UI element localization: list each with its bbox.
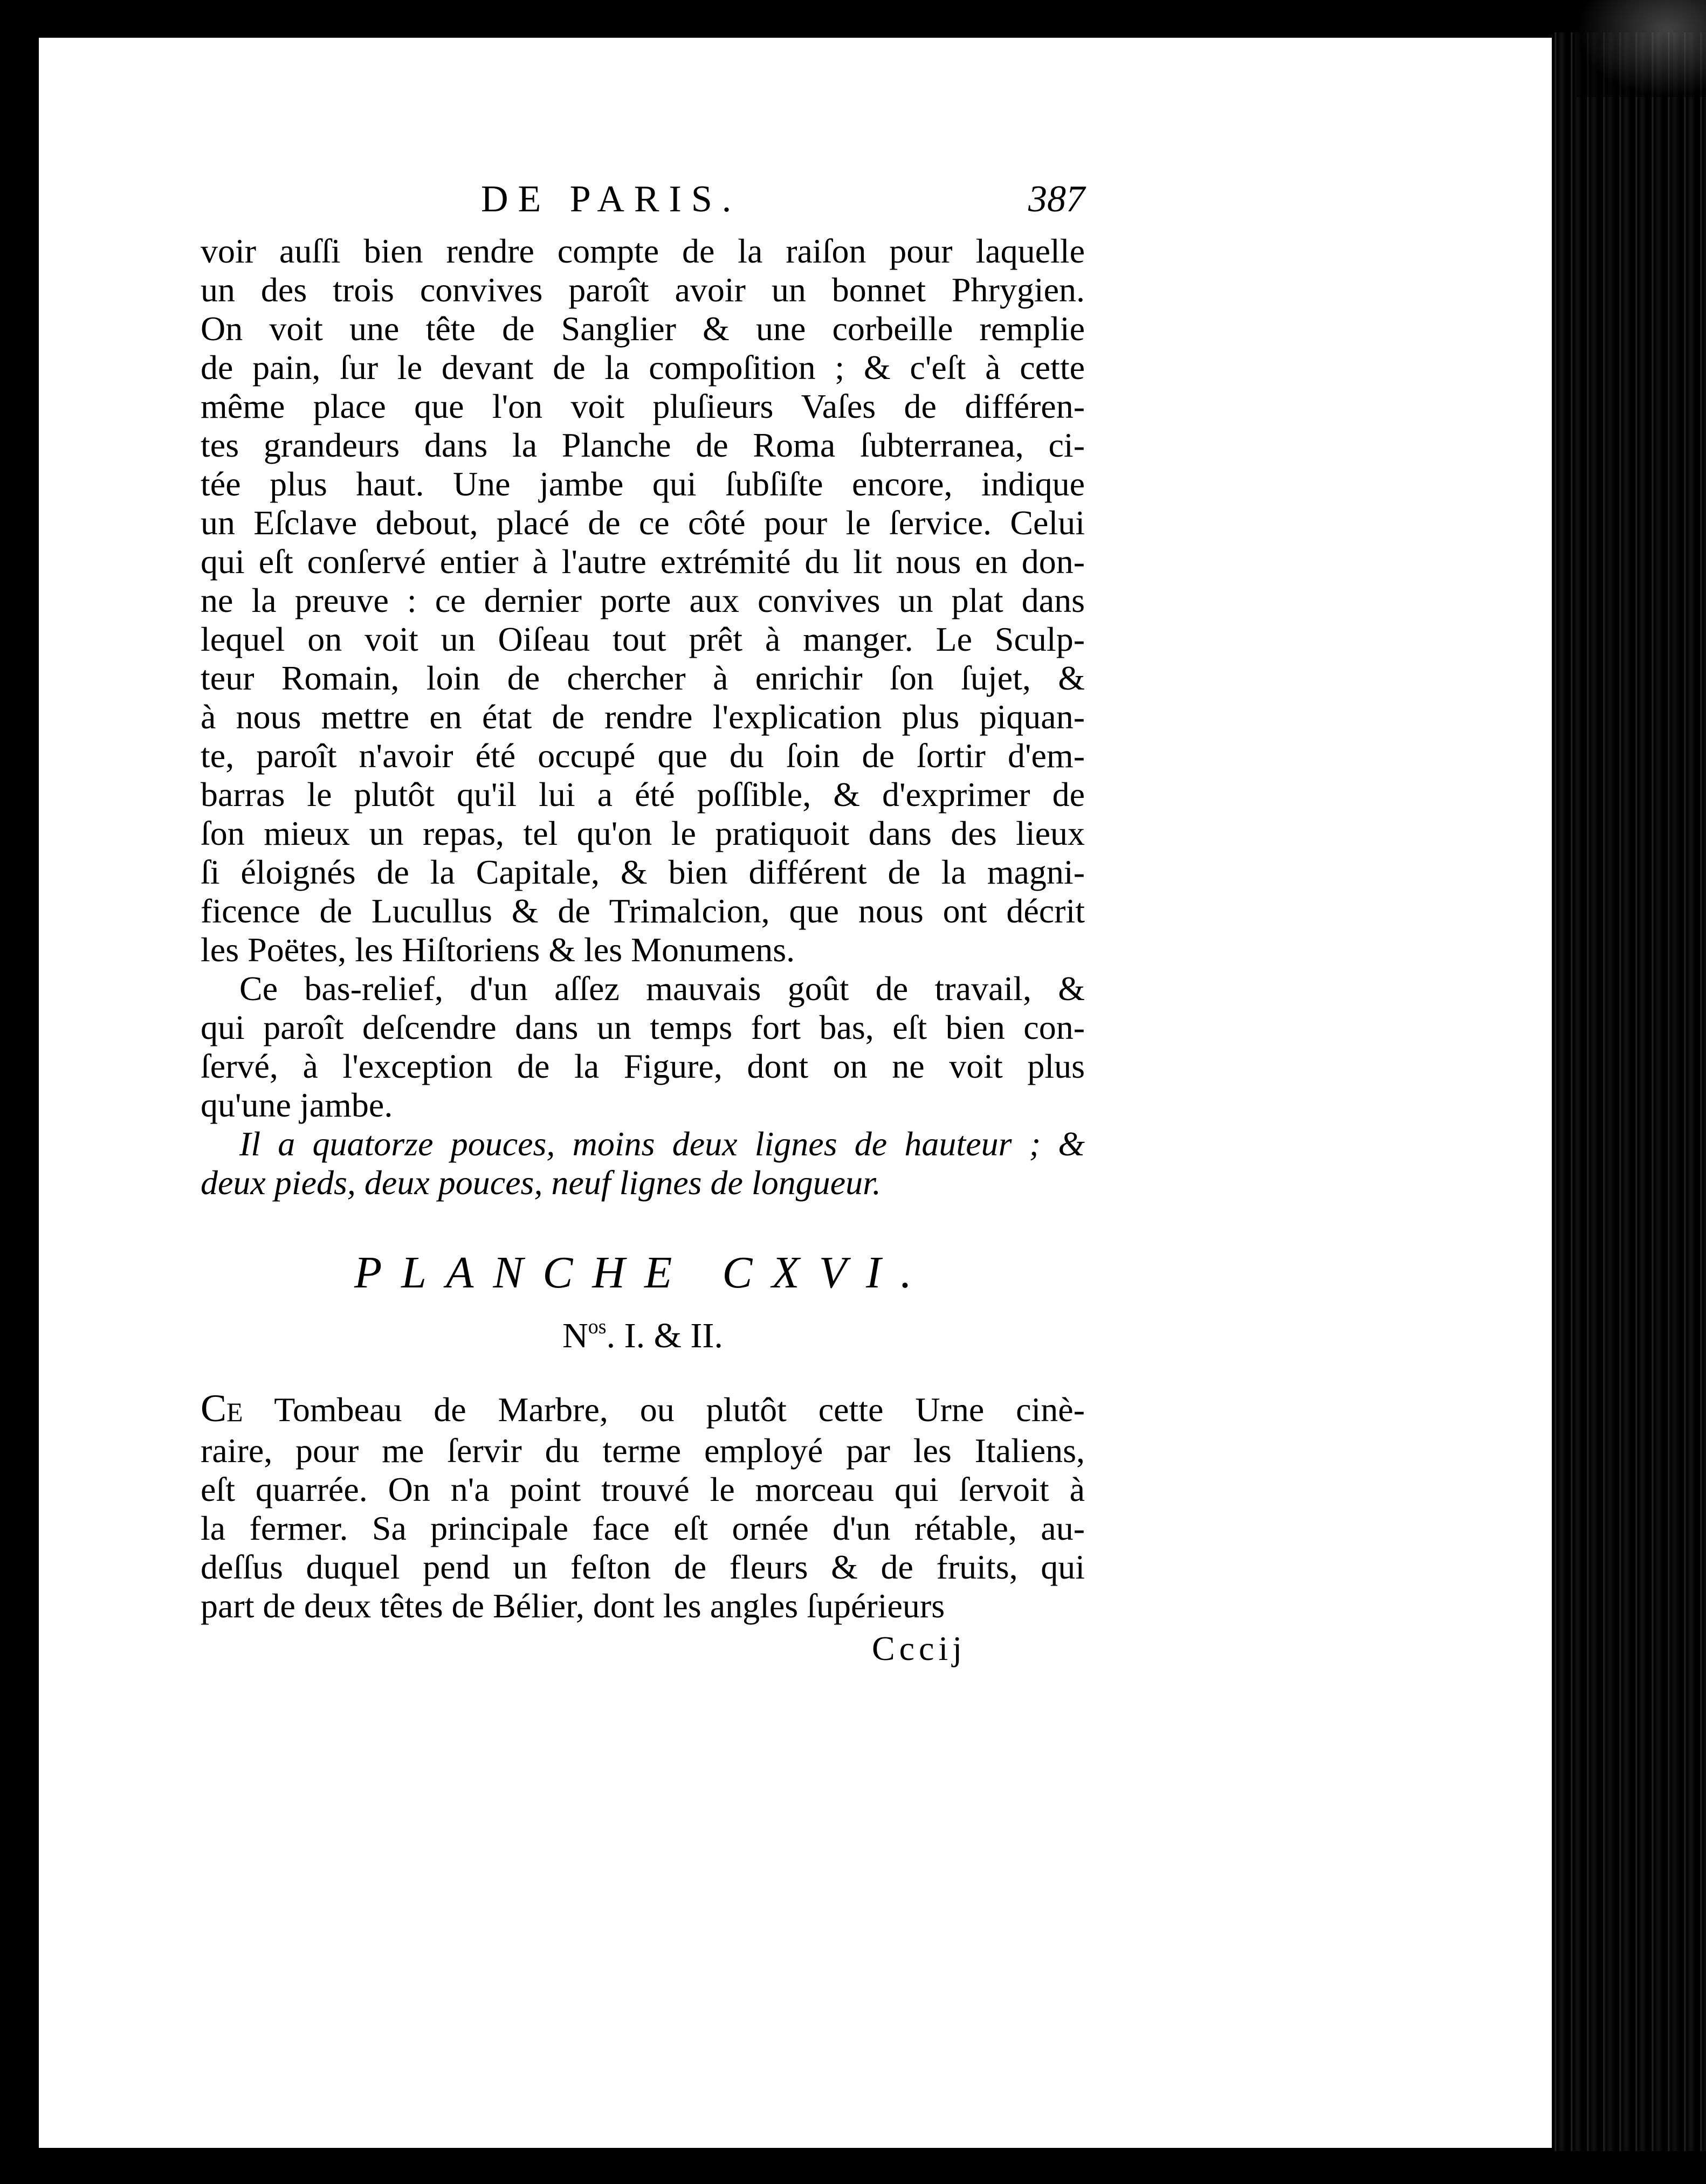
running-head	[201, 178, 1085, 232]
p1-line: les Poëtes, les Hiſtoriens & les Monumens.	[201, 931, 795, 969]
p1-line: ficence de Lucullus & de Trimalcion, que nous ont décrit	[201, 892, 1085, 930]
catchword	[201, 1629, 1085, 1672]
p2-line: ſervé, à l'exception de la Figure, dont on ne voit plus	[201, 1047, 1085, 1085]
p1-line: tes grandeurs dans la Planche de Roma ſubterranea, ci-	[201, 426, 1085, 464]
paragraph-4	[201, 1389, 1085, 1625]
p1-line: même place que l'on voit pluſieurs Vaſes de différen-	[201, 387, 1085, 425]
p3-line: deux pieds, deux pouces, neuf lignes de longueur.	[201, 1163, 881, 1202]
first-line-rest: Tombeau de Marbre, ou plutôt cette Urne cinè-	[243, 1390, 1085, 1429]
p1-line: voir auſſi bien rendre compte de la raiſon pour laquelle	[201, 232, 1085, 270]
p2-line: qu'une jambe.	[201, 1086, 393, 1124]
paragraph-2	[201, 969, 1085, 1125]
paragraph-3-dimensions	[201, 1125, 1085, 1202]
drop-cap: C	[201, 1389, 227, 1430]
p1-line: à nous mettre en état de rendre l'explication plus piquan-	[201, 698, 1085, 736]
p1-line: ſon mieux un repas, tel qu'on le pratiquoit dans des lieux	[201, 814, 1085, 852]
catchword-text: Cccij	[871, 1629, 966, 1668]
p1-line: ſi éloignés de la Capitale, & bien différent de la magni-	[201, 853, 1085, 891]
plate-sub-rest: . I. & II.	[606, 1316, 723, 1355]
p2-line: Ce bas-relief, d'un aſſez mauvais goût de travail, &	[239, 969, 1085, 1008]
p1-line: de pain, ſur le devant de la compoſition ; & c'eſt à cette	[201, 348, 1085, 387]
paragraph-4-line-first	[201, 1389, 1085, 1431]
page-corner-fray	[1577, 0, 1706, 97]
book-gutter-edge	[1550, 32, 1706, 2151]
paragraph-1	[201, 232, 1085, 969]
plate-subheading	[201, 1315, 1085, 1356]
p1-line: un des trois convives paroît avoir un bonnet Phrygien.	[201, 271, 1085, 309]
p1-line: lequel on voit un Oiſeau tout prêt à manger. Le Sculp-	[201, 620, 1085, 658]
p1-line: ne la preuve : ce dernier porte aux convives un plat dans	[201, 581, 1085, 619]
p3-line: Il a quatorze pouces, moins deux lignes de hauteur ; &	[239, 1125, 1085, 1163]
p2-line: qui paroît deſcendre dans un temps fort bas, eſt bien con-	[201, 1008, 1085, 1046]
page-text	[201, 178, 1085, 1672]
page-number: 387	[1028, 178, 1085, 220]
plate-sub-prefix: N	[562, 1316, 588, 1355]
running-head-title: DE PARIS.	[481, 178, 741, 220]
p1-line: tée plus haut. Une jambe qui ſubſiſte encore, indique	[201, 465, 1085, 503]
p1-line: barras le plutôt qu'il lui a été poſſible, & d'exprimer de	[201, 775, 1085, 814]
p1-line: On voit une tête de Sanglier & une corbeille remplie	[201, 309, 1085, 348]
paragraph-4-line: part de deux têtes de Bélier, dont les angles ſupérieurs	[201, 1587, 945, 1625]
small-cap: E	[226, 1397, 243, 1427]
plate-heading: PLANCHE CXVI.	[354, 1248, 931, 1298]
p1-line: qui eſt conſervé entier à l'autre extrémité du lit nous en don-	[201, 542, 1085, 581]
plate-sub-sup: os	[588, 1315, 607, 1338]
p1-line: te, paroît n'avoir été occupé que du ſoin de ſortir d'em-	[201, 736, 1085, 775]
p1-line: un Eſclave debout, placé de ce côté pour le ſervice. Celui	[201, 504, 1085, 542]
paragraph-4-line: la fermer. Sa principale face eſt ornée d'un rétable, au-	[201, 1509, 1085, 1547]
paragraph-4-line: eſt quarrée. On n'a point trouvé le morceau qui ſervoit à	[201, 1470, 1085, 1508]
p1-line: teur Romain, loin de chercher à enrichir ſon ſujet, &	[201, 659, 1085, 697]
paragraph-4-line: deſſus duquel pend un feſton de fleurs & de fruits, qui	[201, 1548, 1085, 1586]
paragraph-4-line: raire, pour me ſervir du terme employé par les Italiens,	[201, 1431, 1085, 1470]
